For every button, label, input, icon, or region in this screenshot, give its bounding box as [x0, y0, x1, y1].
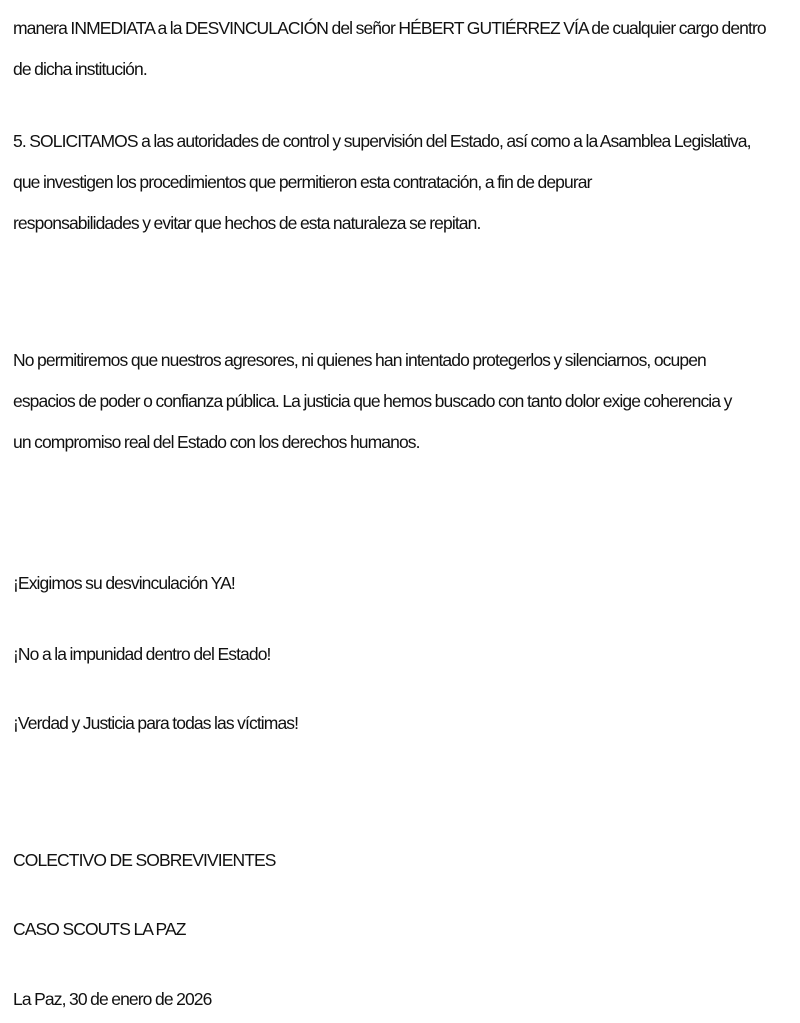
signature-place-date: La Paz, 30 de enero de 2026	[13, 989, 212, 1009]
paragraph-closing	[13, 340, 788, 463]
paragraph-line: 5. SOLICITAMOS a las autoridades de control y supervisión del Estado, así como a la Asamblea Legislativa,	[13, 131, 751, 151]
paragraph-point-5	[13, 121, 788, 244]
signature-case: CASO SCOUTS LA PAZ	[13, 919, 186, 939]
slogan-impunidad: ¡No a la impunidad dentro del Estado!	[13, 644, 271, 664]
paragraph-line: No permitiremos que nuestros agresores, ni quienes han intentado protegerlos y silenciarnos, ocupen	[13, 350, 706, 370]
slogan-desvinculacion: ¡Exigimos su desvinculación YA!	[13, 573, 235, 593]
paragraph-line: un compromiso real del Estado con los derechos humanos.	[13, 432, 420, 452]
slogan-verdad-justicia: ¡Verdad y Justicia para todas las víctimas!	[13, 713, 299, 733]
paragraph-line: que investigen los procedimientos que permitieron esta contratación, a fin de depurar	[13, 172, 592, 192]
paragraph-line: manera INMEDIATA a la DESVINCULACIÓN del señor HÉBERT GUTIÉRREZ VÍA de cualquier cargo dentro	[13, 18, 766, 38]
paragraph-line: de dicha institución.	[13, 59, 147, 79]
paragraph-desvinculacion	[13, 8, 788, 90]
paragraph-line: responsabilidades y evitar que hechos de esta naturaleza se repitan.	[13, 213, 481, 233]
paragraph-line: espacios de poder o confianza pública. La justicia que hemos buscado con tanto dolor exige coherencia y	[13, 391, 732, 411]
signature-collective: COLECTIVO DE SOBREVIVIENTES	[13, 850, 276, 870]
